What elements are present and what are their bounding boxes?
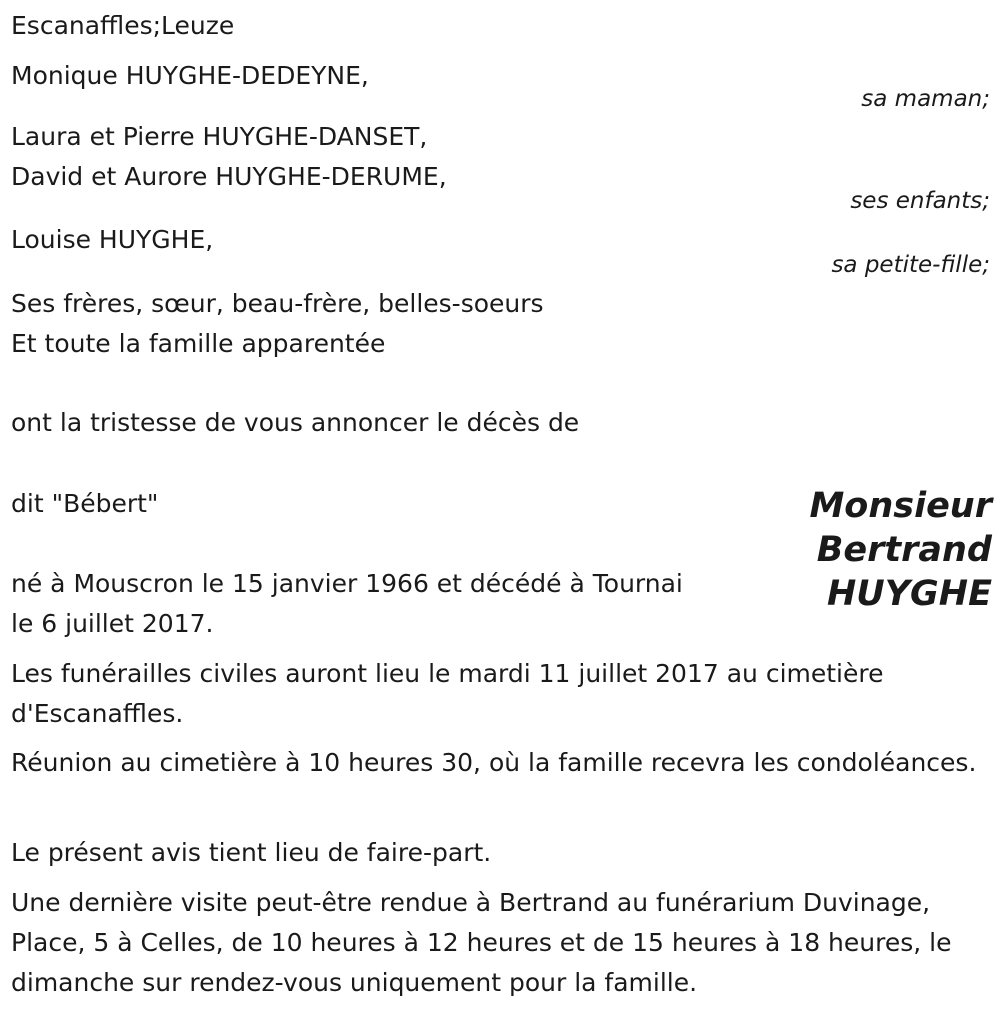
deceased-last-name: HUYGHE [827, 574, 992, 614]
birth-death-line: né à Mouscron le 15 janvier 1966 et décédé à Tournai [11, 569, 683, 598]
notice-text: Le présent avis tient lieu de faire-part. [11, 838, 492, 867]
announcement: ont la tristesse de vous annoncer le décès de [11, 408, 580, 437]
location: Escanaffles;Leuze [11, 11, 235, 40]
child-line: Laura et Pierre HUYGHE-DANSET, [11, 122, 428, 151]
family-line: Et toute la famille apparentée [11, 329, 386, 358]
deceased-title: Monsieur [809, 486, 992, 526]
birth-death-line: le 6 juillet 2017. [11, 609, 214, 638]
children-role: ses enfants; [850, 188, 990, 214]
meeting-info: Réunion au cimetière à 10 heures 30, où la famille recevra les condoléances. [11, 748, 977, 777]
visit-info: Une dernière visite peut-être rendue à Bertrand au funérarium Duvinage, Place, 5 à Celles, de 10 heures à 12 heures et de 15 heures à 18 heures, le dimanche sur rendez-vous uniquement pour la famille. [11, 888, 952, 997]
family-line: Ses frères, sœur, beau-frère, belles-soeurs [11, 289, 544, 318]
deceased-name [809, 484, 992, 616]
granddaughter-name: Louise HUYGHE, [11, 225, 214, 254]
nickname: dit "Bébert" [11, 489, 159, 518]
granddaughter-role: sa petite-fille; [831, 252, 990, 278]
child-line: David et Aurore HUYGHE-DERUME, [11, 162, 447, 191]
funeral-info: Les funérailles civiles auront lieu le mardi 11 juillet 2017 au cimetière d'Escanaffles. [11, 659, 884, 728]
mother-role: sa maman; [861, 86, 990, 112]
deceased-first-name: Bertrand [816, 530, 992, 570]
mother-name: Monique HUYGHE-DEDEYNE, [11, 61, 369, 90]
